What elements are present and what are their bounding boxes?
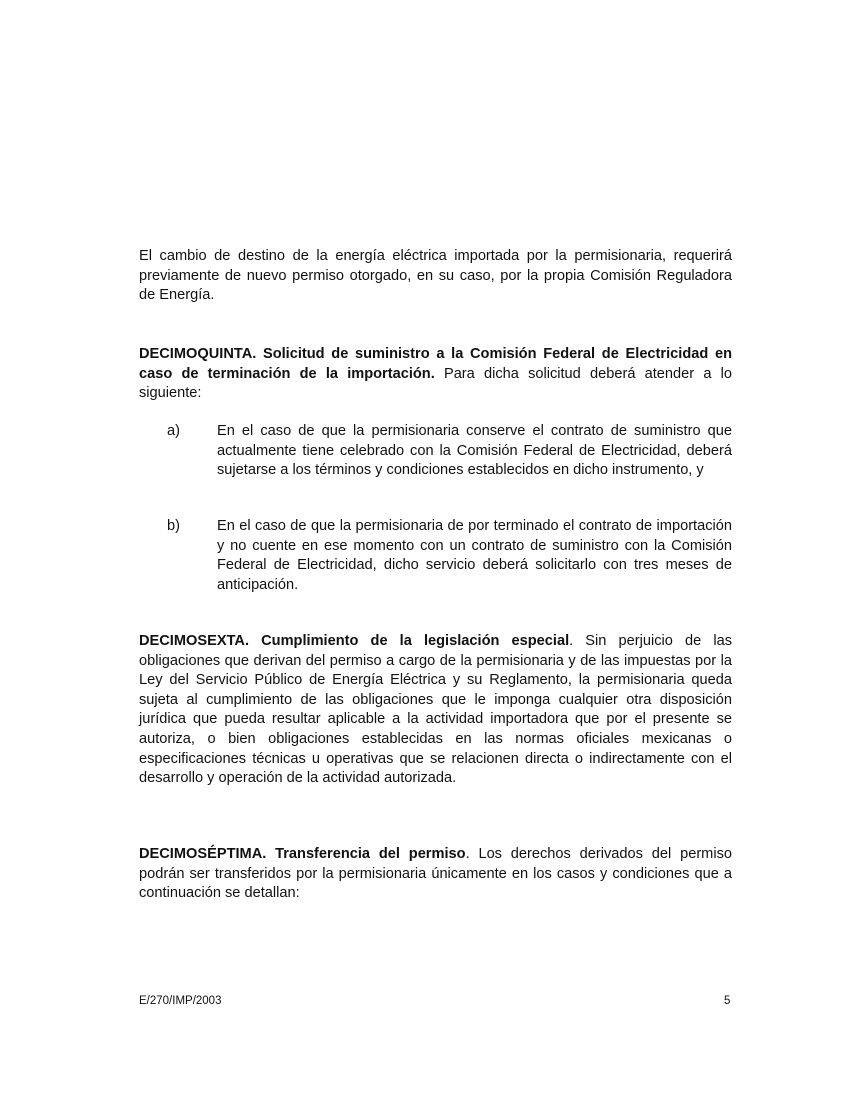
clause-decimoseptima-text [139,845,732,904]
clause-decimoquinta-text [139,345,732,404]
list-text-b: En el caso de que la permisionaria de por terminado el contrato de importación y no cuente en ese momento con un contrato de suministro con la Comisión Federal de Electricidad, dicho servicio deberá solicitarlo con tres meses de anticipación. [217,518,732,593]
footer-page-number: 5 [724,995,731,1007]
list-marker-a: a) [167,423,180,439]
list-item-b [139,517,732,595]
clause-decimosexta [139,632,732,789]
clause-decimoseptima-body: . Los derechos derivados del permiso podrán ser transferidos por la permisionaria únicamente en los casos y condiciones que a continuación se detallan: [139,846,732,902]
footer-reference: E/270/IMP/2003 [139,995,222,1007]
clause-decimosexta-body: . Sin perjuicio de las obligaciones que derivan del permiso a cargo de la permisionaria y de las impuestas por la Ley del Servicio Público de Energía Eléctrica y su Reglamento, la permisionaria queda sujeta al cumplimiento de las obligaciones que le imponga cualquier otra disposición jurídica que pueda resultar aplicable a la actividad importadora que por el presente se autoriza, o bien obligaciones establecidas en las normas oficiales mexicanas o especificaciones técnicas u operativas que se relacionen directa o indirectamente con el desarrollo y operación de la actividad autorizada. [139,633,732,787]
intro-paragraph [139,247,732,306]
clause-decimoseptima-heading: DECIMOSÉPTIMA. Transferencia del permiso [139,846,466,862]
intro-paragraph-text: El cambio de destino de la energía eléctrica importada por la permisionaria, requerirá previamente de nuevo permiso otorgado, en su caso, por la propia Comisión Reguladora de Energía. [139,248,732,304]
clause-decimosexta-heading: DECIMOSEXTA. Cumplimiento de la legislación especial [139,633,570,649]
clause-decimoseptima [139,845,732,904]
list-marker-b: b) [167,518,180,534]
clause-decimoquinta-heading: DECIMOQUINTA. Solicitud de suministro a la Comisión Federal de Electricidad en caso de terminación de la importación. [139,346,732,382]
clause-decimoquinta [139,345,732,404]
clause-decimoquinta-body: Para dicha solicitud deberá atender a lo siguiente: [139,365,732,402]
clause-decimosexta-text [139,632,732,789]
list-item-a [139,422,732,481]
list-text-a: En el caso de que la permisionaria conserve el contrato de suministro que actualmente tiene celebrado con la Comisión Federal de Electricidad, deberá sujetarse a los términos y condiciones establecidos en dicho instrumento, y [217,423,732,479]
